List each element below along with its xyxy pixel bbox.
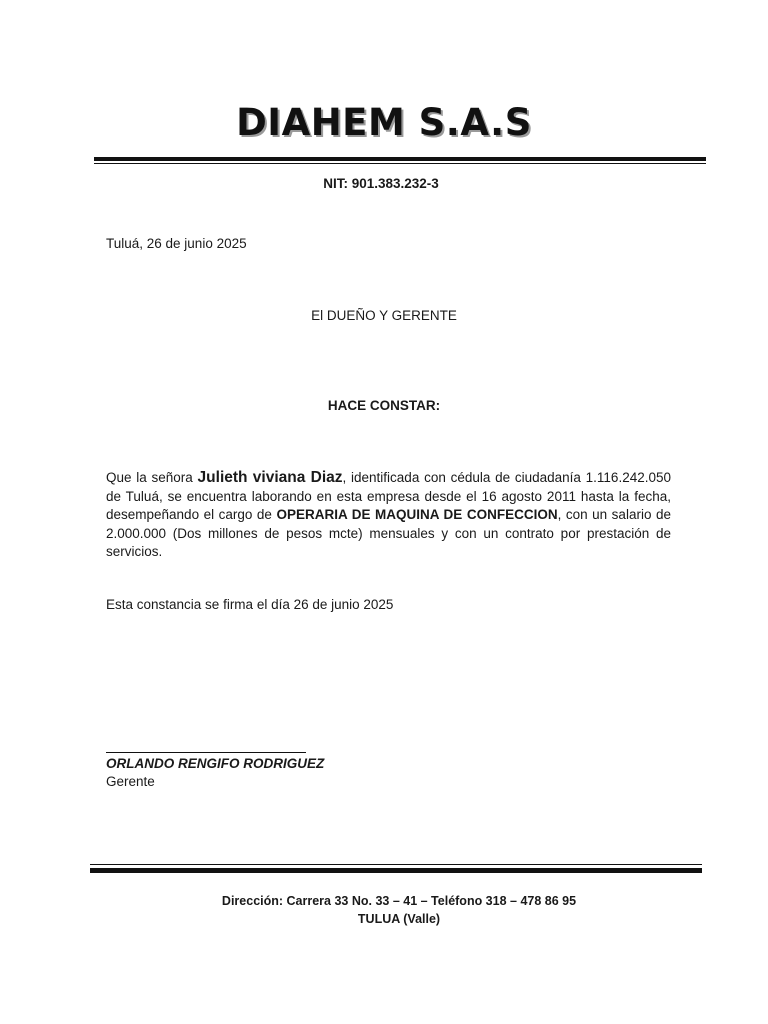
issuer-text: El DUEÑO Y GERENTE — [311, 308, 457, 323]
certifies-heading: HACE CONSTAR: — [327, 398, 441, 413]
issuer-heading — [0, 307, 768, 325]
signer-role: Gerente — [106, 774, 155, 789]
employee-name: Julieth viviana Diaz — [197, 469, 343, 486]
body-paragraph — [106, 469, 671, 562]
header-rule-thick — [94, 157, 706, 161]
header-rule-thin — [94, 163, 706, 164]
body-text-3: , con un salario de 2.000.000 (Dos millones de pesos mcte) mensuales y con un contrato por prestación de servicios. — [106, 507, 671, 559]
signature-line — [106, 752, 306, 753]
signer-name: ORLANDO RENGIFO RODRIGUEZ — [106, 756, 325, 771]
footer-city: TULUA (Valle) — [357, 912, 441, 926]
body-text-2: , identificada con cédula de ciudadanía 1.116.242.050 de Tuluá, se encuentra laborando en esta empresa desde el 16 agosto 2011 hasta la fecha, desempeñando el cargo de — [106, 470, 671, 522]
footer-rule-thin — [90, 864, 702, 865]
employee-position: OPERARIA DE MAQUINA DE CONFECCION — [276, 507, 558, 522]
closing-statement: Esta constancia se firma el día 26 de junio 2025 — [106, 597, 394, 612]
company-nit — [0, 175, 768, 193]
body-text-1: Que la señora — [106, 470, 198, 485]
footer-address: Dirección: Carrera 33 No. 33 – 41 – Teléfono 318 – 478 86 95 — [221, 894, 577, 908]
place-date: Tuluá, 26 de junio 2025 — [106, 236, 247, 251]
company-name: DIAHEM S.A.S — [236, 101, 532, 144]
nit-text: NIT: 901.383.232-3 — [323, 176, 439, 191]
footer-rule-thick — [90, 868, 702, 873]
